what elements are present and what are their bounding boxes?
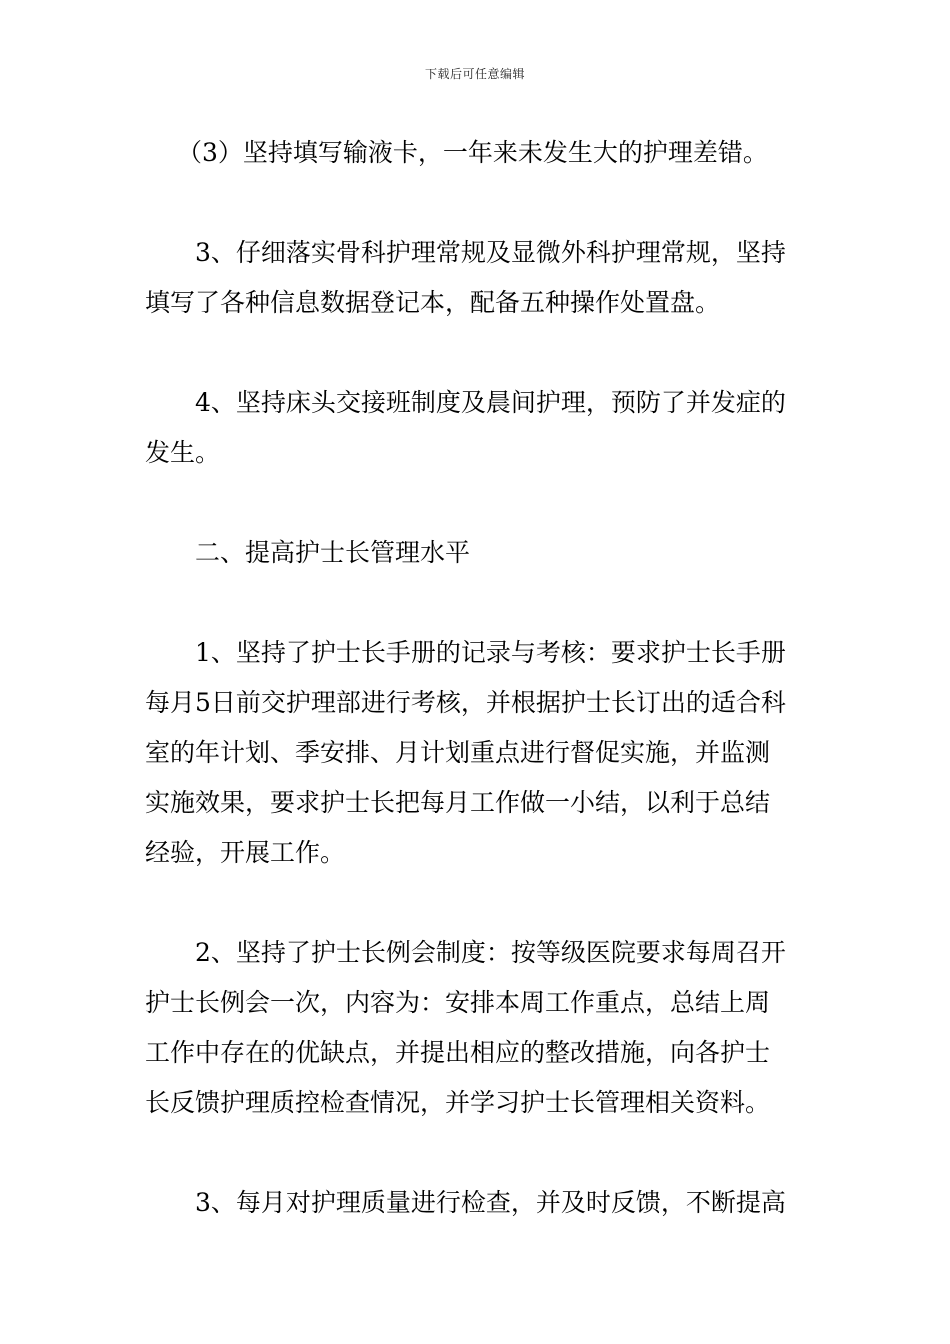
paragraph-line: 2、坚持了护士长例会制度：按等级医院要求每周召开 xyxy=(195,938,786,967)
document-body xyxy=(145,128,807,1228)
paragraph-infusion-card xyxy=(145,128,807,178)
paragraph-line: 3、每月对护理质量进行检查，并及时反馈，不断提高 xyxy=(195,1188,786,1217)
paragraph-line: 护士长例会一次，内容为：安排本周工作重点，总结上周 xyxy=(145,988,771,1017)
paragraph-head-nurse-meeting xyxy=(145,928,807,1128)
paragraph-line: 每月5日前交护理部进行考核，并根据护士长订出的适合科 xyxy=(145,688,786,717)
paragraph-line: 经验，开展工作。 xyxy=(145,838,346,867)
paragraph-line: 实施效果，要求护士长把每月工作做一小结，以利于总结 xyxy=(145,788,771,817)
paragraph-line: 发生。 xyxy=(145,438,221,467)
paragraph-line: 3、仔细落实骨科护理常规及显微外科护理常规，坚持 xyxy=(195,238,786,267)
paragraph-line: 4、坚持床头交接班制度及晨间护理，预防了并发症的 xyxy=(195,388,786,417)
paragraph-orthopedic-routine xyxy=(145,228,807,328)
page-header-note: 下载后可任意编辑 xyxy=(424,67,525,81)
section-heading-head-nurse-management xyxy=(145,528,807,578)
paragraph-line: 填写了各种信息数据登记本，配备五种操作处置盘。 xyxy=(145,288,721,317)
paragraph-line: 长反馈护理质控检查情况，并学习护士长管理相关资料。 xyxy=(145,1088,771,1117)
paragraph-shift-handover xyxy=(145,378,807,478)
paragraph-line: 1、坚持了护士长手册的记录与考核：要求护士长手册 xyxy=(195,638,786,667)
paragraph-line: （3）坚持填写输液卡，一年来未发生大的护理差错。 xyxy=(177,138,768,167)
section-heading: 二、提高护士长管理水平 xyxy=(195,538,471,567)
paragraph-monthly-quality-check xyxy=(145,1178,807,1228)
paragraph-line: 工作中存在的优缺点，并提出相应的整改措施，向各护士 xyxy=(145,1038,771,1067)
paragraph-head-nurse-handbook xyxy=(145,628,807,878)
paragraph-line: 室的年计划、季安排、月计划重点进行督促实施，并监测 xyxy=(145,738,771,767)
